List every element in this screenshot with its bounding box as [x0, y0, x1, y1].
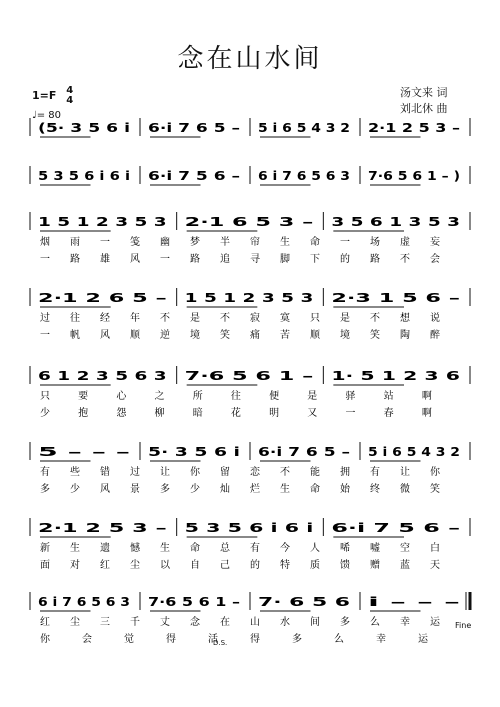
lyric-char: 明 — [269, 408, 280, 419]
lyric-char: 今 — [280, 543, 290, 554]
lyric-char: 风 — [100, 484, 110, 495]
lyric-char: 雨 — [70, 237, 80, 248]
lyric-char: 生 — [280, 237, 290, 248]
lyric-char: 能 — [310, 467, 320, 478]
lyric-char: 你 — [40, 634, 50, 645]
bar-notes: 5 i 6 5 4 3 2 — [258, 121, 350, 135]
lyric-char: 多 — [340, 617, 350, 628]
composer-credit: 刘北休 曲 — [400, 102, 448, 115]
lyric-char: 错 — [100, 467, 110, 478]
lyric-char: 顺 — [310, 330, 320, 341]
lyric-char: 觉 — [124, 634, 134, 645]
lyric-char: 笑 — [430, 484, 440, 495]
lyric-char: 寞 — [280, 313, 290, 324]
lyric-char: 会 — [82, 634, 92, 645]
lyric-char: 一 — [160, 254, 170, 265]
bar-notes: 5· 3 5 6 i — [148, 445, 240, 459]
lyric-char: 雄 — [100, 254, 110, 265]
bar-notes: 2·1 2 5 3 – — [368, 121, 460, 135]
lyric-char: 空 — [400, 543, 410, 554]
lyric-char: 又 — [307, 408, 318, 419]
lyric-char: 顺 — [130, 330, 140, 341]
lyric-char: 赠 — [370, 560, 380, 571]
lyric-char: 妄 — [430, 237, 440, 248]
lyric-char: 笑 — [370, 330, 380, 341]
lyric-char: 幸 — [400, 617, 410, 628]
lyric-char: 下 — [310, 254, 320, 265]
lyric-char: 啊 — [421, 408, 432, 419]
bar-notes: 5 i 6 5 4 3 2 — [368, 445, 460, 459]
lyric-char: 丈 — [160, 617, 170, 628]
lyric-char: 经 — [100, 313, 110, 324]
lyric-char: 只 — [310, 313, 320, 324]
lyric-char: 命 — [310, 484, 320, 495]
lyric-char: 千 — [130, 617, 140, 628]
lyric-char: 自 — [190, 560, 200, 571]
lyric-char: 憾 — [130, 543, 140, 554]
lyric-char: 一 — [345, 408, 356, 419]
lyric-char: 水 — [280, 617, 290, 628]
lyric-char: 往 — [230, 391, 241, 402]
lyricist-credit: 汤文来 词 — [400, 86, 448, 99]
lyric-char: 红 — [40, 617, 50, 628]
lyric-char: 念 — [190, 617, 200, 628]
bar-notes: (5· 3 5 6 i — [38, 121, 130, 135]
bar-notes: 3 5 6 1 3 5 3 — [331, 215, 460, 229]
lyric-char: 总 — [220, 543, 230, 554]
page-title: 念在山水间 — [177, 44, 323, 74]
lyric-char: 新 — [40, 543, 50, 554]
time-top: 4 — [66, 85, 74, 96]
bar-notes: 1 5 1 2 3 5 3 — [38, 215, 167, 229]
lyric-char: 风 — [100, 330, 110, 341]
lyric-char: 特 — [280, 560, 290, 571]
lyric-char: 往 — [70, 313, 80, 324]
lyric-char: 始 — [340, 484, 350, 495]
lyric-char: 运 — [430, 617, 440, 628]
bar-notes: 6·i 7 6 5 – — [258, 445, 350, 459]
lyric-char: 是 — [340, 313, 350, 324]
lyric-char: 花 — [230, 408, 241, 419]
lyric-char: 幸 — [376, 634, 386, 645]
lyric-char: 么 — [370, 617, 380, 628]
lyric-char: 路 — [70, 254, 80, 265]
lyric-char: 啊 — [421, 391, 432, 402]
bar-notes: 7·6 5 6 1 – — [148, 595, 240, 609]
lyric-char: 恋 — [250, 467, 260, 478]
lyric-char: 留 — [220, 467, 230, 478]
lyric-char: 春 — [383, 408, 394, 419]
bar-notes: 5 3 5 6 i 6 i — [38, 169, 130, 183]
lyric-char: 质 — [310, 560, 320, 571]
lyric-char: 人 — [310, 543, 320, 554]
lyric-char: 不 — [400, 254, 410, 265]
lyric-char: 暗 — [192, 408, 203, 419]
lyric-char: 一 — [100, 237, 110, 248]
lyric-char: 景 — [130, 484, 140, 495]
lyric-char: 嘘 — [370, 543, 380, 554]
lyric-char: 苦 — [280, 330, 290, 341]
lyric-char: 有 — [40, 467, 50, 478]
bar-notes: 1· 5 1 2 3 6 — [331, 369, 460, 383]
lyric-char: 一 — [40, 254, 50, 265]
lyric-char: 唏 — [340, 543, 350, 554]
key-label: 1=F — [32, 89, 57, 102]
lyric-char: 陶 — [400, 330, 410, 341]
lyric-char: 只 — [40, 391, 50, 402]
lyric-char: 馈 — [340, 560, 350, 571]
lyric-char: 是 — [190, 313, 200, 324]
lyric-char: 站 — [383, 391, 394, 402]
tempo-marking: ♩= 80 — [32, 110, 61, 121]
lyric-char: 少 — [190, 484, 200, 495]
bar-notes: 2·1 2 5 3 – — [38, 521, 167, 535]
lyric-char: 笑 — [220, 330, 230, 341]
lyric-char: 帆 — [70, 330, 80, 341]
lyric-char: 不 — [220, 313, 230, 324]
lyric-char: 蓝 — [400, 560, 410, 571]
lyric-char: 命 — [190, 543, 200, 554]
lyric-char: 活 — [208, 634, 218, 645]
lyric-char: 生 — [160, 543, 170, 554]
lyric-char: 你 — [430, 467, 440, 478]
lyric-char: 有 — [370, 467, 380, 478]
lyric-char: 虚 — [400, 237, 410, 248]
lyric-char: 风 — [130, 254, 140, 265]
lyric-char: 追 — [220, 254, 230, 265]
lyric-char: 便 — [269, 391, 280, 402]
lyric-char: 怨 — [116, 408, 127, 419]
lyric-char: 多 — [160, 484, 170, 495]
lyric-char: 灿 — [220, 484, 230, 495]
fine-marking: Fine — [455, 621, 472, 630]
bar-notes: 7·6 5 6 1 – — [184, 369, 314, 383]
lyric-char: 心 — [116, 391, 127, 402]
bar-notes: 6 i 7 6 5 6 3 — [258, 169, 350, 183]
bar-notes: 6·i 7 5 6 – — [148, 169, 240, 183]
lyric-char: 么 — [334, 634, 344, 645]
lyric-char: 白 — [430, 543, 440, 554]
lyric-char: 烟 — [40, 237, 50, 248]
lyric-char: 烂 — [250, 484, 260, 495]
lyric-char: 痛 — [250, 330, 260, 341]
lyric-char: 你 — [190, 467, 200, 478]
lyric-char: 面 — [40, 560, 50, 571]
lyric-char: 境 — [340, 330, 350, 341]
lyric-char: 梦 — [190, 237, 200, 248]
bar-notes: 2·1 2 6 5 – — [38, 291, 167, 305]
ds-marking: D.S. — [213, 639, 228, 647]
lyric-char: 不 — [370, 313, 380, 324]
lyric-char: 间 — [310, 617, 320, 628]
time-bottom: 4 — [66, 95, 74, 106]
lyric-char: 运 — [418, 634, 428, 645]
lyric-char: 说 — [430, 313, 440, 324]
lyric-char: 幽 — [160, 237, 170, 248]
lyric-char: 年 — [130, 313, 140, 324]
lyric-char: 的 — [340, 254, 350, 265]
lyric-char: 三 — [100, 617, 110, 628]
lyric-char: 遗 — [100, 543, 110, 554]
bar-notes: 5 – – – — [38, 445, 130, 459]
lyric-char: 所 — [192, 391, 203, 402]
lyric-char: 生 — [70, 543, 80, 554]
lyric-char: 的 — [250, 560, 260, 571]
lyric-char: 得 — [250, 634, 260, 645]
lyric-char: 少 — [40, 408, 50, 419]
lyric-char: 脚 — [280, 254, 290, 265]
lyric-char: 多 — [40, 484, 50, 495]
lyric-char: 红 — [100, 560, 110, 571]
lyric-char: 过 — [130, 467, 140, 478]
lyric-char: 半 — [220, 237, 230, 248]
lyric-char: 多 — [292, 634, 302, 645]
bar-notes: 2·1 6 5 3 – — [184, 215, 314, 229]
lyric-char: 笺 — [130, 237, 140, 248]
bar-notes: 5 3 5 6 i 6 i — [184, 521, 314, 535]
bar-notes: i – – – — [368, 595, 460, 609]
lyric-char: 以 — [160, 560, 170, 571]
lyric-char: 命 — [310, 237, 320, 248]
bar-notes: 6·i 7 5 6 – — [331, 521, 460, 535]
lyric-char: 少 — [70, 484, 80, 495]
lyric-char: 帘 — [250, 237, 260, 248]
bar-notes: 7·6 5 6 1 – ) — [368, 169, 460, 183]
lyric-char: 些 — [70, 467, 80, 478]
lyric-char: 路 — [370, 254, 380, 265]
lyric-char: 路 — [190, 254, 200, 265]
lyric-char: 微 — [400, 484, 410, 495]
lyric-char: 之 — [154, 391, 165, 402]
lyric-char: 让 — [160, 467, 170, 478]
bar-notes: 6 i 7 6 5 6 3 — [38, 595, 130, 609]
lyric-char: 抱 — [78, 408, 89, 419]
lyric-char: 寂 — [250, 313, 260, 324]
lyric-char: 会 — [430, 254, 440, 265]
lyric-char: 对 — [70, 560, 80, 571]
lyric-char: 逆 — [160, 330, 170, 341]
bar-notes: 6 1 2 3 5 6 3 — [38, 369, 167, 383]
lyric-char: 醉 — [430, 330, 440, 341]
lyric-char: 过 — [40, 313, 50, 324]
lyric-char: 寻 — [250, 254, 260, 265]
bar-notes: 6·i 7 6 5 – — [148, 121, 240, 135]
bar-notes: 2·3 1 5 6 – — [331, 291, 460, 305]
lyric-char: 拥 — [340, 467, 350, 478]
lyric-char: 己 — [220, 560, 230, 571]
lyric-char: 一 — [340, 237, 350, 248]
lyric-char: 想 — [400, 313, 410, 324]
lyric-char: 不 — [280, 467, 290, 478]
lyric-char: 尘 — [70, 617, 80, 628]
lyric-char: 生 — [280, 484, 290, 495]
lyric-char: 得 — [166, 634, 176, 645]
lyric-char: 尘 — [130, 560, 140, 571]
lyric-char: 一 — [40, 330, 50, 341]
lyric-char: 场 — [370, 237, 380, 248]
lyric-char: 让 — [400, 467, 410, 478]
lyric-char: 境 — [190, 330, 200, 341]
lyric-char: 柳 — [154, 408, 165, 419]
lyric-char: 有 — [250, 543, 260, 554]
lyric-char: 终 — [370, 484, 380, 495]
lyric-char: 驿 — [345, 391, 356, 402]
bar-notes: 1 5 1 2 3 5 3 — [184, 291, 314, 305]
bar-notes: 7· 6 5 6 — [258, 595, 350, 609]
lyric-char: 山 — [250, 617, 260, 628]
lyric-char: 不 — [160, 313, 170, 324]
lyric-char: 天 — [430, 560, 440, 571]
lyric-char: 是 — [307, 391, 318, 402]
lyric-char: 在 — [220, 617, 230, 628]
lyric-char: 要 — [78, 391, 89, 402]
